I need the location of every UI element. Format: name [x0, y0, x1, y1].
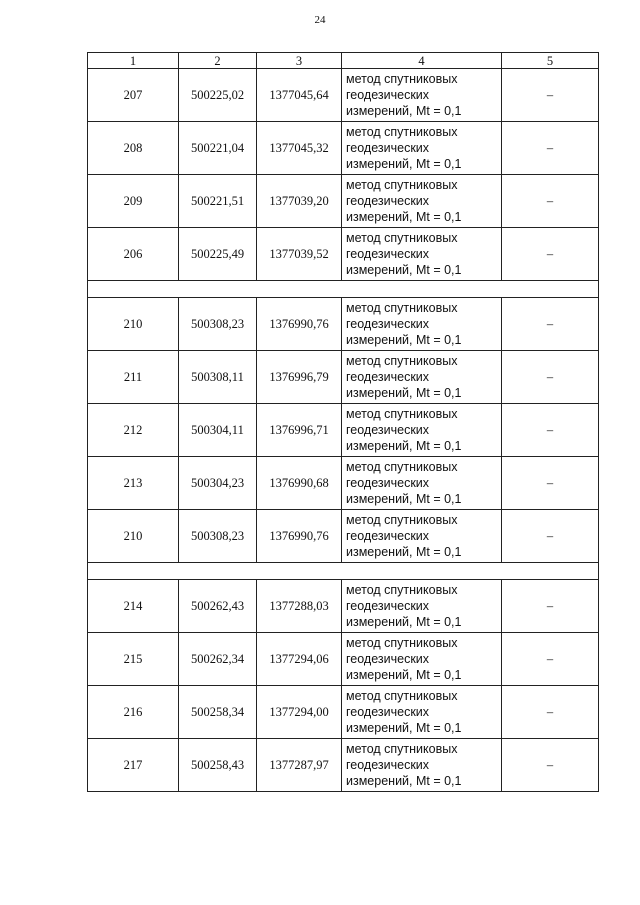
- method-cell-text: метод спутниковых геодезических измерений, Mt = 0,1: [346, 513, 462, 559]
- y-coordinate-cell: [257, 739, 342, 792]
- y-coordinate-cell: [257, 69, 342, 122]
- point-number-cell-text: 207: [123, 87, 143, 102]
- y-coordinate-cell: [257, 351, 342, 404]
- y-coordinate-cell-text: 1377045,64: [269, 87, 329, 102]
- x-coordinate-cell-text: 500304,23: [190, 475, 245, 490]
- point-number-cell: [88, 457, 179, 510]
- method-cell: [342, 122, 502, 175]
- table-row: [88, 739, 599, 792]
- table-row: [88, 633, 599, 686]
- note-cell-text: –: [546, 316, 554, 331]
- note-cell: [502, 633, 599, 686]
- page-number: 24: [314, 14, 326, 26]
- point-number-cell: [88, 298, 179, 351]
- column-header-4: 4: [342, 53, 502, 69]
- method-cell-text: метод спутниковых геодезических измерений, Mt = 0,1: [346, 742, 462, 788]
- x-coordinate-cell-text: 500308,23: [190, 528, 245, 543]
- x-coordinate-cell: [179, 580, 257, 633]
- note-cell: [502, 228, 599, 281]
- point-number-cell-text: 216: [123, 704, 143, 719]
- table-header-row: [88, 53, 599, 69]
- point-number-cell-text: 211: [123, 369, 143, 384]
- table-row: [88, 404, 599, 457]
- column-header-2: 2: [179, 53, 257, 69]
- y-coordinate-cell: [257, 298, 342, 351]
- note-cell: [502, 580, 599, 633]
- x-coordinate-cell: [179, 351, 257, 404]
- method-cell-text: метод спутниковых геодезических измерений, Mt = 0,1: [346, 301, 462, 347]
- note-cell-text: –: [546, 475, 554, 490]
- note-cell-text: –: [546, 193, 554, 208]
- y-coordinate-cell: [257, 122, 342, 175]
- column-header-3: 3: [257, 53, 342, 69]
- group-separator-cell: [88, 281, 599, 298]
- y-coordinate-cell-text: 1377287,97: [269, 757, 329, 772]
- method-cell: [342, 739, 502, 792]
- point-number-cell: [88, 686, 179, 739]
- method-cell: [342, 580, 502, 633]
- group-separator-cell: [88, 563, 599, 580]
- note-cell-text: –: [546, 651, 554, 666]
- table-row: [88, 298, 599, 351]
- x-coordinate-cell: [179, 298, 257, 351]
- method-cell-text: метод спутниковых геодезических измерений, Mt = 0,1: [346, 689, 462, 735]
- table-body: [88, 69, 599, 792]
- x-coordinate-cell-text: 500308,23: [190, 316, 245, 331]
- point-number-cell-text: 217: [123, 757, 143, 772]
- point-number-cell: [88, 351, 179, 404]
- x-coordinate-cell: [179, 404, 257, 457]
- x-coordinate-cell: [179, 686, 257, 739]
- note-cell: [502, 457, 599, 510]
- method-cell: [342, 69, 502, 122]
- y-coordinate-cell: [257, 686, 342, 739]
- method-cell: [342, 457, 502, 510]
- note-cell: [502, 510, 599, 563]
- point-number-cell: [88, 739, 179, 792]
- point-number-cell-text: 208: [123, 140, 143, 155]
- table-row: [88, 457, 599, 510]
- x-coordinate-cell-text: 500308,11: [191, 369, 244, 384]
- note-cell: [502, 69, 599, 122]
- method-cell: [342, 175, 502, 228]
- note-cell: [502, 122, 599, 175]
- x-coordinate-cell: [179, 122, 257, 175]
- method-cell: [342, 686, 502, 739]
- note-cell-text: –: [546, 246, 554, 261]
- method-cell: [342, 228, 502, 281]
- y-coordinate-cell-text: 1376990,68: [269, 475, 329, 490]
- point-number-cell: [88, 175, 179, 228]
- point-number-cell: [88, 510, 179, 563]
- method-cell-text: метод спутниковых геодезических измерений, Mt = 0,1: [346, 354, 462, 400]
- x-coordinate-cell: [179, 457, 257, 510]
- note-cell: [502, 404, 599, 457]
- note-cell: [502, 686, 599, 739]
- group-separator-row: [88, 563, 599, 580]
- table-row: [88, 351, 599, 404]
- table-row: [88, 69, 599, 122]
- y-coordinate-cell: [257, 457, 342, 510]
- note-cell-text: –: [546, 422, 554, 437]
- note-cell-text: –: [546, 528, 554, 543]
- method-cell-text: метод спутниковых геодезических измерений, Mt = 0,1: [346, 460, 462, 506]
- point-number-cell: [88, 69, 179, 122]
- y-coordinate-cell: [257, 175, 342, 228]
- point-number-cell-text: 214: [123, 598, 143, 613]
- y-coordinate-cell-text: 1377039,52: [269, 246, 329, 261]
- x-coordinate-cell: [179, 510, 257, 563]
- method-cell-text: метод спутниковых геодезических измерений, Mt = 0,1: [346, 125, 462, 171]
- y-coordinate-cell-text: 1376996,79: [269, 369, 329, 384]
- group-separator-row: [88, 281, 599, 298]
- point-number-cell: [88, 228, 179, 281]
- method-cell-text: метод спутниковых геодезических измерений, Mt = 0,1: [346, 72, 462, 118]
- note-cell: [502, 175, 599, 228]
- x-coordinate-cell: [179, 739, 257, 792]
- y-coordinate-cell-text: 1376990,76: [269, 316, 329, 331]
- x-coordinate-cell-text: 500258,34: [190, 704, 245, 719]
- y-coordinate-cell: [257, 580, 342, 633]
- column-header-5: 5: [502, 53, 599, 69]
- x-coordinate-cell: [179, 69, 257, 122]
- y-coordinate-cell-text: 1376990,76: [269, 528, 329, 543]
- coordinates-table: [87, 52, 599, 792]
- method-cell: [342, 633, 502, 686]
- x-coordinate-cell-text: 500262,43: [190, 598, 245, 613]
- y-coordinate-cell: [257, 510, 342, 563]
- x-coordinate-cell-text: 500258,43: [190, 757, 245, 772]
- note-cell-text: –: [546, 369, 554, 384]
- y-coordinate-cell-text: 1377294,06: [269, 651, 329, 666]
- x-coordinate-cell-text: 500304,11: [191, 422, 244, 437]
- table-row: [88, 175, 599, 228]
- note-cell-text: –: [546, 704, 554, 719]
- y-coordinate-cell: [257, 404, 342, 457]
- method-cell-text: метод спутниковых геодезических измерений, Mt = 0,1: [346, 178, 462, 224]
- x-coordinate-cell-text: 500225,02: [190, 87, 245, 102]
- point-number-cell: [88, 580, 179, 633]
- table-row: [88, 122, 599, 175]
- method-cell-text: метод спутниковых геодезических измерений, Mt = 0,1: [346, 636, 462, 682]
- x-coordinate-cell: [179, 228, 257, 281]
- y-coordinate-cell-text: 1377039,20: [269, 193, 329, 208]
- note-cell-text: –: [546, 598, 554, 613]
- x-coordinate-cell: [179, 633, 257, 686]
- y-coordinate-cell-text: 1376996,71: [269, 422, 329, 437]
- method-cell: [342, 351, 502, 404]
- point-number-cell-text: 209: [123, 193, 143, 208]
- y-coordinate-cell-text: 1377288,03: [269, 598, 329, 613]
- point-number-cell-text: 210: [123, 316, 143, 331]
- table-row: [88, 686, 599, 739]
- x-coordinate-cell-text: 500262,34: [190, 651, 245, 666]
- column-header-1: 1: [88, 53, 179, 69]
- method-cell: [342, 404, 502, 457]
- point-number-cell-text: 215: [123, 651, 143, 666]
- method-cell-text: метод спутниковых геодезических измерений, Mt = 0,1: [346, 407, 462, 453]
- note-cell-text: –: [546, 757, 554, 772]
- x-coordinate-cell-text: 500225,49: [190, 246, 245, 261]
- note-cell-text: –: [546, 140, 554, 155]
- point-number-cell-text: 213: [123, 475, 143, 490]
- y-coordinate-cell: [257, 228, 342, 281]
- note-cell: [502, 351, 599, 404]
- y-coordinate-cell: [257, 633, 342, 686]
- x-coordinate-cell-text: 500221,04: [190, 140, 245, 155]
- point-number-cell: [88, 633, 179, 686]
- note-cell: [502, 298, 599, 351]
- x-coordinate-cell-text: 500221,51: [190, 193, 245, 208]
- method-cell-text: метод спутниковых геодезических измерений, Mt = 0,1: [346, 583, 462, 629]
- table-row: [88, 228, 599, 281]
- note-cell-text: –: [546, 87, 554, 102]
- point-number-cell-text: 212: [123, 422, 143, 437]
- point-number-cell: [88, 122, 179, 175]
- table-row: [88, 510, 599, 563]
- method-cell: [342, 510, 502, 563]
- y-coordinate-cell-text: 1377045,32: [269, 140, 329, 155]
- table-row: [88, 580, 599, 633]
- method-cell: [342, 298, 502, 351]
- x-coordinate-cell: [179, 175, 257, 228]
- note-cell: [502, 739, 599, 792]
- point-number-cell-text: 210: [123, 528, 143, 543]
- y-coordinate-cell-text: 1377294,00: [269, 704, 329, 719]
- point-number-cell-text: 206: [123, 246, 143, 261]
- method-cell-text: метод спутниковых геодезических измерений, Mt = 0,1: [346, 231, 462, 277]
- point-number-cell: [88, 404, 179, 457]
